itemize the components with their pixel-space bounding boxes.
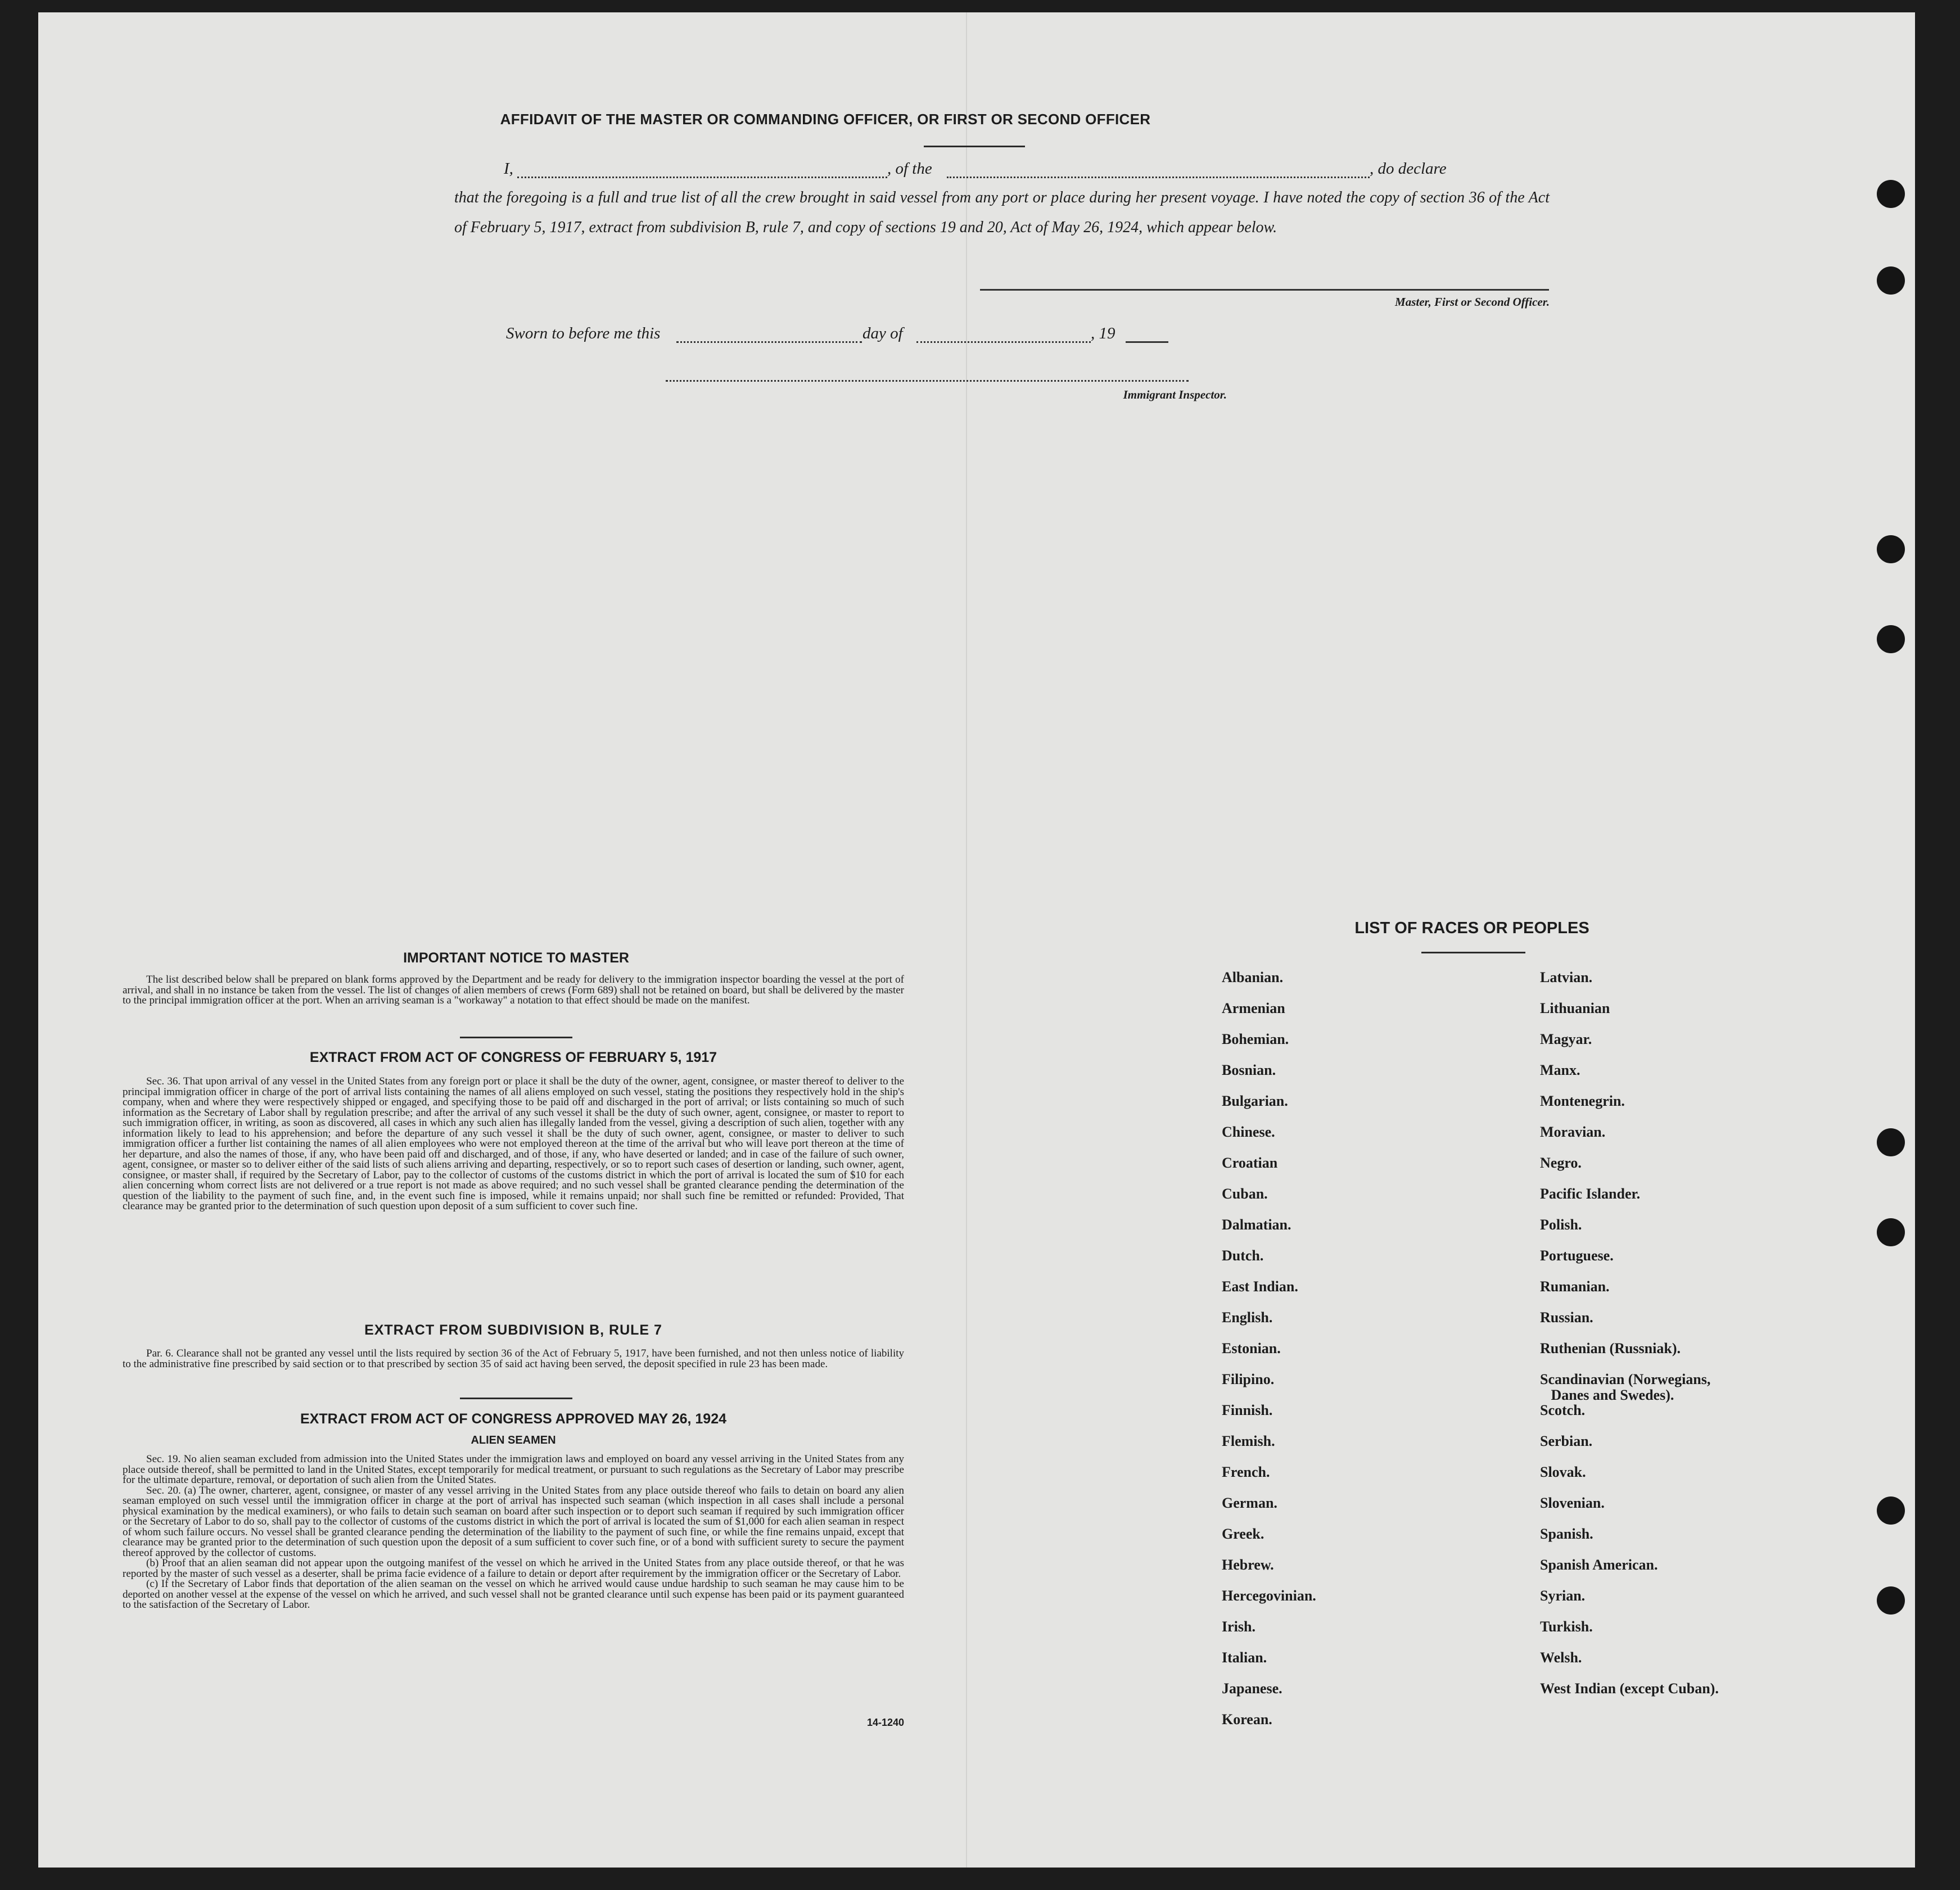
- rule7-text: [123, 1349, 904, 1369]
- race-item: Hebrew.: [1222, 1557, 1274, 1573]
- race-item: Irish.: [1222, 1618, 1256, 1635]
- race-item: Japanese.: [1222, 1680, 1282, 1697]
- race-item: East Indian.: [1222, 1278, 1298, 1295]
- form-number: 14-1240: [866, 1717, 904, 1728]
- vessel-name-field[interactable]: [947, 177, 1370, 178]
- declarant-prefix: I,: [504, 160, 513, 178]
- section-rule: [460, 1037, 572, 1038]
- notice-title: IMPORTANT NOTICE TO MASTER: [403, 950, 629, 966]
- race-item: Montenegrin.: [1540, 1093, 1625, 1109]
- race-item: Slovak.: [1540, 1464, 1586, 1480]
- race-item: Portuguese.: [1540, 1247, 1614, 1264]
- races-title-rule: [1421, 952, 1525, 953]
- title-rule: [924, 146, 1025, 147]
- race-item: English.: [1222, 1309, 1273, 1326]
- race-item: Rumanian.: [1540, 1278, 1610, 1295]
- races-right-column: [1540, 970, 1719, 1712]
- race-item: Dutch.: [1222, 1247, 1264, 1264]
- race-item: Estonian.: [1222, 1340, 1281, 1357]
- binder-hole: [1877, 1496, 1905, 1525]
- race-item: Bosnian.: [1222, 1062, 1276, 1078]
- extract-1917-text: [123, 1077, 904, 1212]
- binder-hole: [1877, 625, 1905, 653]
- race-item: Slovenian.: [1540, 1495, 1605, 1511]
- rule7-title: EXTRACT FROM SUBDIVISION B, RULE 7: [364, 1322, 662, 1338]
- races-title: LIST OF RACES OR PEOPLES: [1354, 919, 1589, 937]
- race-item: Welsh.: [1540, 1649, 1582, 1666]
- race-item: Filipino.: [1222, 1371, 1275, 1387]
- race-item: Serbian.: [1540, 1433, 1593, 1449]
- race-item: Magyar.: [1540, 1031, 1592, 1047]
- race-item: Croatian: [1222, 1155, 1278, 1171]
- binder-hole: [1877, 1128, 1905, 1156]
- section-rule: [460, 1398, 572, 1399]
- races-left-column: [1222, 970, 1316, 1743]
- race-item: Spanish American.: [1540, 1557, 1658, 1573]
- sworn-year-prefix: , 19: [1091, 324, 1116, 342]
- race-item: Hercegovinian.: [1222, 1588, 1316, 1604]
- race-item: Bohemian.: [1222, 1031, 1289, 1047]
- signature-field[interactable]: [980, 289, 1549, 291]
- sworn-year-field[interactable]: [1126, 341, 1168, 343]
- declarant-name-field[interactable]: [517, 177, 887, 178]
- sworn-line: [506, 324, 1237, 347]
- binder-hole: [1877, 180, 1905, 208]
- race-item: Dalmatian.: [1222, 1217, 1291, 1233]
- race-item: Latvian.: [1540, 969, 1593, 985]
- sworn-month-field[interactable]: [916, 341, 1091, 343]
- inspector-label: Immigrant Inspector.: [1123, 388, 1227, 401]
- affidavit-title: AFFIDAVIT OF THE MASTER OR COMMANDING OFFICER, OR FIRST OR SECOND OFFICER: [500, 111, 1151, 128]
- paragraph-6: Par. 6. Clearance shall not be granted any vessel until the lists required by section 36 of the Act of February 5, 1917, have been furnished, and not then unless notice of liability to the administrative fine prescribed by said section or to that prescribed by section 35 of said act having been served, the deposit specified in rule 23 has been made.: [123, 1348, 904, 1370]
- sworn-day-field[interactable]: [676, 341, 862, 343]
- extract-1917-title: EXTRACT FROM ACT OF CONGRESS OF FEBRUARY 5, 1917: [309, 1050, 717, 1065]
- section-36-paragraph: Sec. 36. That upon arrival of any vessel in the United States from any foreign port or place it shall be the duty of the owner, agent, consignee, or master thereof to deliver to the principal immigration officer in charge of the port of arrival lists containing the names of all aliens employed on such vessel, stating the positions they respectively hold in the ship's company, when and where they were respectively shipped or engaged, and specifying those to be paid off and discharged in the port of arrival; or lists containing so much of such information as the Secretary of Labor shall by regulation prescribe; and after the arrival of any such vessel it shall be the duty of such owner, agent, consignee, or master to report to such immigration officer, in writing, as soon as discovered, all cases in which any such alien has illegally landed from the vessel, giving a description of such alien, together with any information likely to lead to his apprehension; and before the departure of any such vessel it shall be the duty of such owner, agent, consignee, or master to deliver to such immigration officer a further list containing the names of all alien employees who were not employed thereon at the time of the arrival but who will leave port thereon at the time of her departure, and also the names of those, if any, who have been paid off and discharged, and of those, if any, who have deserted or landed; and in case of the failure of such owner, agent, consignee, or master so to deliver either of the said lists of such aliens arriving and departing, respectively, or so to report such cases of desertion or landing, such owner, agent, consignee, or master shall, if required by the Secretary of Labor, pay to the collector of customs of the customs district in which the port of arrival is located the sum of $10 for each alien concerning whom correct lists are not delivered or a true report is not made as above required; and no such vessel shall be granted clearance pending the determination of the question of the liability to the payment of such fine, and, in the event such fine is imposed, while it remains unpaid; nor shall such fine be remitted or refunded: Provided, That clearance may be granted prior to the determination of such question upon deposit of a sum sufficient to cover such fine.: [123, 1075, 904, 1212]
- race-item: Korean.: [1222, 1711, 1272, 1728]
- binder-hole: [1877, 535, 1905, 563]
- race-item: Turkish.: [1540, 1618, 1593, 1635]
- race-item: Russian.: [1540, 1309, 1593, 1326]
- binder-hole: [1877, 1218, 1905, 1246]
- race-item: French.: [1222, 1464, 1270, 1480]
- race-item: Cuban.: [1222, 1186, 1268, 1202]
- binder-hole: [1877, 266, 1905, 295]
- section-19-paragraph: Sec. 19. No alien seaman excluded from admission into the United States under the immigration laws and employed on board any vessel arriving in the United States from any place outside thereof, shall be permitted to land in the United States, except temporarily for medical treatment, or pursuant to such regulations as the Secretary of Labor may prescribe for the ultimate departure, removal, or deportation of such alien from the United States.: [123, 1453, 904, 1486]
- race-item: German.: [1222, 1495, 1277, 1511]
- race-item: Negro.: [1540, 1155, 1582, 1171]
- race-item: Scandinavian (Norwegians, Danes and Swedes).: [1540, 1371, 1711, 1403]
- race-item: Italian.: [1222, 1649, 1267, 1666]
- race-item: Ruthenian (Russniak).: [1540, 1340, 1681, 1357]
- signature-label: Master, First or Second Officer.: [1395, 295, 1550, 309]
- affidavit-body: that the foregoing is a full and true list of all the crew brought in said vessel from any port or place during her present voyage. I have noted the copy of section 36 of the Act of February 5, 1917, extract from subdivision B, rule 7, and copy of sections 19 and 20, Act of May 26, 1924, which appear below.: [454, 189, 1550, 236]
- race-item: Polish.: [1540, 1217, 1582, 1233]
- race-item: Scotch.: [1540, 1402, 1586, 1418]
- center-fold: [966, 12, 967, 1868]
- race-item: Finnish.: [1222, 1402, 1273, 1418]
- race-item: Syrian.: [1540, 1588, 1586, 1604]
- race-item: Lithuanian: [1540, 1000, 1610, 1016]
- notice-text: [123, 975, 904, 1006]
- notice-paragraph: The list described below shall be prepared on blank forms approved by the Department and be ready for delivery to the immigration inspector boarding the vessel at the port of arrival, and shall in no instance be taken from the vessel. The list of changes of alien members of crews (Form 689) shall not be retained on board, but shall be delivered by the master to the principal immigration officer at the port. When an arriving seaman is a "workaway" a notation to that effect should be made on the manifest.: [123, 974, 904, 1006]
- race-item: Albanian.: [1222, 969, 1284, 985]
- race-item: Chinese.: [1222, 1124, 1275, 1140]
- declarant-of-the: , of the: [887, 160, 932, 178]
- race-item: Flemish.: [1222, 1433, 1275, 1449]
- alien-seamen-subtitle: ALIEN SEAMEN: [471, 1434, 556, 1446]
- binder-hole: [1877, 1586, 1905, 1615]
- section-20c-paragraph: (c) If the Secretary of Labor finds that deportation of the alien seaman on the vessel on which he arrived would cause undue hardship to such seaman he may cause him to be deported on another vessel at the expense of the vessel on which he arrived, and such vessel shall not be granted clearance until such expense has been paid or its payment guaranteed to the satisfaction of the Secretary of Labor.: [123, 1578, 904, 1611]
- inspector-signature-field[interactable]: [666, 380, 1189, 382]
- sworn-prefix: Sworn to before me this: [506, 324, 661, 342]
- race-item: Bulgarian.: [1222, 1093, 1288, 1109]
- declarant-line: [504, 160, 1544, 182]
- sworn-day-of: day of: [862, 324, 903, 342]
- document-sheet: [38, 12, 1915, 1868]
- race-item: Pacific Islander.: [1540, 1186, 1641, 1202]
- extract-1924-title: EXTRACT FROM ACT OF CONGRESS APPROVED MAY 26, 1924: [300, 1411, 727, 1427]
- race-item: Spanish.: [1540, 1526, 1593, 1542]
- section-20b-paragraph: (b) Proof that an alien seaman did not appear upon the outgoing manifest of the vessel on which he arrived in the United States from any place outside thereof, or that he was reported by the master of such vessel as a deserter, shall be prima facie evidence of a failure to detain or deport after requirement by the immigration officer or the Secretary of Labor.: [123, 1557, 904, 1580]
- race-item: Greek.: [1222, 1526, 1264, 1542]
- race-item: Armenian: [1222, 1000, 1285, 1016]
- race-item: Manx.: [1540, 1062, 1580, 1078]
- declarant-do-declare: , do declare: [1370, 160, 1447, 178]
- extract-1924-text: [123, 1454, 904, 1611]
- race-item: West Indian (except Cuban).: [1540, 1680, 1719, 1697]
- section-20a-paragraph: Sec. 20. (a) The owner, charterer, agent, consignee, or master of any vessel arriving in the United States from any place outside thereof who fails to detain on board any alien seaman employed on such vessel until the immigration officer in charge at the port of arrival has inspected such seaman (which inspection in all cases shall include a personal physical examination by the medical examiners), or who fails to detain such seaman on board after such inspection or to deport such seaman if required by such immigration officer or the Secretary of Labor to do so, shall pay to the collector of customs of the customs district in which the port of arrival is located the sum of $1,000 for each alien seaman in respect of whom such failure occurs. No vessel shall be granted clearance pending the determination of the liability to the payment of such fine, or while the fine remains unpaid, except that clearance may be granted prior to the determination of such question upon the deposit of a sum sufficient to cover such fine, or of a bond with sufficient surety to secure the payment thereof approved by the collector of customs.: [123, 1484, 904, 1559]
- race-item: Moravian.: [1540, 1124, 1606, 1140]
